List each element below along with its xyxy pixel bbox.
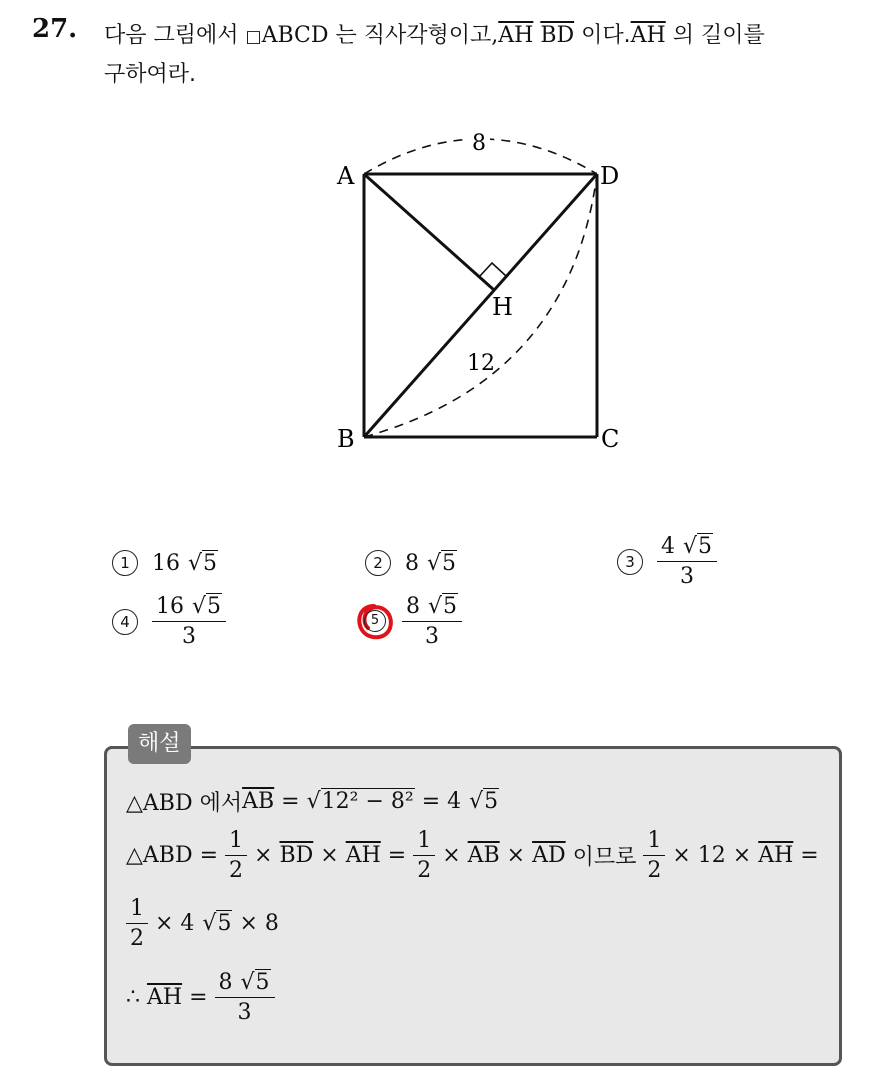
sol-l4-den: 3 bbox=[237, 1000, 252, 1026]
choice-1-mark: 1 bbox=[112, 550, 138, 576]
question-text-part5: 구하여라. bbox=[104, 62, 197, 87]
choice-5[interactable] bbox=[358, 594, 462, 650]
choice-5-num: 8 bbox=[406, 594, 420, 619]
question-number: 27. bbox=[32, 14, 78, 44]
choice-2-int: 8 bbox=[405, 550, 419, 576]
sol-l3-root5: 5 bbox=[217, 911, 232, 937]
sol-l2-half-3 bbox=[643, 828, 665, 884]
sol-l2-half-2 bbox=[413, 828, 435, 884]
question-text-part4: 의 길이를 bbox=[665, 23, 765, 48]
vertex-label-b: B bbox=[337, 425, 355, 453]
choice-3-mark: 3 bbox=[617, 549, 643, 575]
sol-l2-eq: = bbox=[380, 843, 414, 869]
sol-l4-therefore: ∴ bbox=[126, 985, 147, 1011]
sol-l3-sqrt: √5 bbox=[202, 911, 232, 937]
choice-2-mark: 2 bbox=[365, 550, 391, 576]
vertex-label-c: C bbox=[601, 425, 620, 453]
sol-l1-root5: 5 bbox=[484, 789, 499, 814]
square-symbol: □ bbox=[245, 27, 262, 47]
sol-l1-sqrt: √12² − 8² bbox=[306, 789, 414, 814]
length-label-ad: 8 bbox=[472, 131, 486, 156]
vertex-label-d: D bbox=[600, 162, 620, 190]
choice-1-root: 5 bbox=[203, 550, 218, 576]
sol-l2-ab: $\overline{AB}$ bbox=[467, 843, 500, 869]
sol-l2-end: = bbox=[793, 843, 819, 869]
sol-l2-half-1 bbox=[225, 828, 247, 884]
sol-l2-half-2-num: 1 bbox=[413, 828, 435, 856]
choice-5-den: 3 bbox=[425, 624, 440, 650]
sol-l2-half-3-num: 1 bbox=[643, 828, 665, 856]
choice-3-root: 5 bbox=[698, 534, 713, 559]
question-text bbox=[104, 17, 874, 94]
sol-l1-eq2: = 4 bbox=[414, 789, 462, 814]
choice-5-root: 5 bbox=[443, 594, 458, 619]
solution-line-1 bbox=[126, 786, 499, 817]
sol-l2-x1: × bbox=[247, 843, 280, 869]
sol-l2-tri: △ABD = bbox=[126, 843, 226, 869]
sol-l4-root: 5 bbox=[255, 970, 270, 995]
choice-1[interactable] bbox=[112, 550, 218, 576]
sol-l2-ah2: $\overline{AH}$ bbox=[758, 843, 794, 869]
choice-4-root: 5 bbox=[207, 594, 222, 619]
choice-3-den: 3 bbox=[680, 564, 695, 590]
sol-l2-x3: × bbox=[435, 843, 468, 869]
sol-l2-half-2-den: 2 bbox=[417, 858, 432, 884]
solution-line-4 bbox=[126, 970, 275, 1026]
sol-l3-times4: × 4 bbox=[148, 911, 195, 937]
right-angle-mark bbox=[479, 263, 506, 277]
question-text-part1: 다음 그림에서 bbox=[104, 23, 246, 48]
segment-ah: $\overline{AH}$ bbox=[498, 23, 534, 48]
sol-l1-sqrt5: √5 bbox=[469, 789, 499, 814]
solution-line-3 bbox=[126, 896, 279, 952]
sol-l4-fraction: $\frac{8 √5}{3}$ bbox=[215, 970, 275, 1026]
choice-3[interactable] bbox=[617, 534, 717, 590]
choice-5-mark-wrap bbox=[358, 602, 394, 642]
sol-l2-bd: $\overline{BD}$ bbox=[279, 843, 314, 869]
vertex-label-a: A bbox=[337, 162, 355, 190]
choice-4-num: 16 bbox=[156, 594, 184, 619]
choice-2[interactable] bbox=[365, 550, 457, 576]
choice-4-den: 3 bbox=[182, 624, 197, 650]
choice-1-int: 16 bbox=[152, 550, 180, 576]
sol-l2-x2: × bbox=[313, 843, 346, 869]
question-text-part2: ABCD 는 직사각형이고, bbox=[261, 23, 499, 48]
choice-3-fraction: $\frac{4 √5}{3}$ bbox=[657, 534, 717, 590]
sol-l1-ab: $\overline{AB}$ bbox=[242, 789, 275, 814]
sol-l4-num: 8 bbox=[218, 970, 233, 995]
question-text-part3: 이다. bbox=[574, 23, 631, 48]
sol-l3-half-den: 2 bbox=[130, 926, 144, 952]
sol-l2-half-1-den: 2 bbox=[229, 858, 244, 884]
choice-1-sqrt: √5 bbox=[188, 550, 218, 576]
segment-ah-2: $\overline{AH}$ bbox=[630, 23, 666, 48]
choice-2-root: 5 bbox=[442, 550, 457, 576]
choice-4[interactable] bbox=[112, 594, 226, 650]
sol-l3-half-num: 1 bbox=[126, 896, 148, 924]
sol-l2-half-1-num: 1 bbox=[225, 828, 247, 856]
sol-l1-root-inner: 12² − 8² bbox=[321, 789, 414, 814]
choice-4-fraction: $\frac{16 √5}{3}$ bbox=[152, 594, 226, 650]
sol-l1-eq: = bbox=[274, 789, 307, 814]
choice-4-mark: 4 bbox=[112, 609, 138, 635]
choice-5-fraction: $\frac{8 √5}{3}$ bbox=[402, 594, 462, 650]
sol-l2-ad: $\overline{AD}$ bbox=[532, 843, 566, 869]
choice-5-mark: 5 bbox=[364, 610, 386, 632]
rectangle-figure bbox=[0, 110, 884, 590]
sol-l4-ah: $\overline{AH}$ bbox=[147, 985, 183, 1011]
sol-l2-ah: $\overline{AH}$ bbox=[345, 843, 381, 869]
sol-l2-x4: × bbox=[499, 843, 533, 869]
sol-l4-eq: = bbox=[182, 985, 215, 1011]
solution-line-2 bbox=[126, 828, 819, 884]
solution-tag: 해설 bbox=[128, 724, 191, 764]
choice-2-sqrt: √5 bbox=[427, 550, 457, 576]
point-label-h: H bbox=[492, 293, 513, 321]
sol-l3-times8: × 8 bbox=[232, 911, 279, 937]
sol-l1-tri: △ABD 에서 bbox=[126, 791, 243, 816]
sol-l2-imeuro: 이므로 bbox=[565, 845, 644, 871]
length-label-bd: 12 bbox=[467, 351, 495, 376]
sol-l2-12: × 12 × bbox=[665, 843, 759, 869]
sol-l3-half bbox=[126, 896, 148, 952]
sol-l2-half-3-den: 2 bbox=[647, 858, 662, 884]
choice-3-num: 4 bbox=[661, 534, 675, 559]
segment-ah-line bbox=[364, 174, 494, 290]
segment-bd: $\overline{BD}$ bbox=[540, 23, 575, 48]
diagonal-bd bbox=[364, 174, 597, 437]
